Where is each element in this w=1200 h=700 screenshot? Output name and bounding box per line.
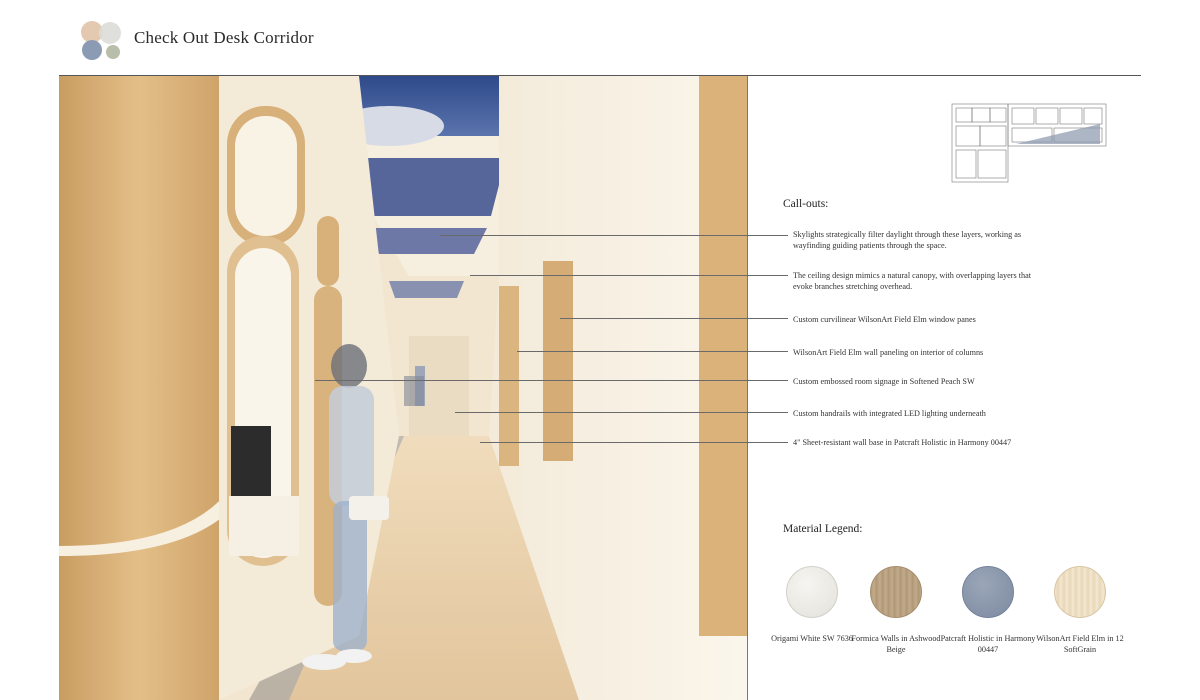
material-legend-heading: Material Legend:: [783, 523, 863, 535]
callout-text: Custom curvilinear WilsonArt Field Elm window panes: [793, 315, 976, 324]
callout-text: WilsonArt Field Elm wall paneling on interior of columns: [793, 348, 984, 357]
callout-text: Custom handrails with integrated LED lighting underneath: [793, 409, 986, 418]
callout-leader-line: [455, 412, 788, 413]
material-label: Formica Walls in Ashwood Beige: [851, 634, 941, 654]
callout-leader-line: [440, 235, 788, 236]
floor-plan-thumbnail: [950, 100, 1110, 186]
material-label: WilsonArt Field Elm in 12 SoftGrain: [1036, 634, 1124, 654]
corridor-rendering: [59, 76, 747, 700]
callout-text: Custom embossed room signage in Softened Peach SW: [793, 377, 975, 386]
material-swatch-patcraft-harmony: [962, 566, 1014, 618]
brand-logo: [80, 20, 124, 62]
callout-leader-line: [560, 318, 788, 319]
callout-text: 4" Sheet-resistant wall base in Patcraft Holistic in Harmony 00447: [793, 438, 1012, 447]
callout-text: Skylights strategically filter daylight through these layers, working as wayfinding guiding patients through the space.: [793, 230, 1022, 250]
callout-leader-line: [480, 442, 788, 443]
material-label: Origami White SW 7636: [771, 634, 853, 643]
material-swatch-ashwood-beige: [870, 566, 922, 618]
callout-leader-line: [315, 380, 788, 381]
callouts-heading: Call-outs:: [783, 198, 829, 210]
panel-divider: [747, 76, 748, 700]
material-swatch-field-elm: [1054, 566, 1106, 618]
callout-leader-line: [470, 275, 788, 276]
callout-text: The ceiling design mimics a natural canopy, with overlapping layers that evoke branches stretching overhead.: [793, 271, 1031, 291]
page-title: Check Out Desk Corridor: [134, 28, 314, 47]
material-label: Patcraft Holistic in Harmony 00447: [940, 634, 1036, 654]
material-swatch-origami-white: [786, 566, 838, 618]
callout-leader-line: [517, 351, 788, 352]
